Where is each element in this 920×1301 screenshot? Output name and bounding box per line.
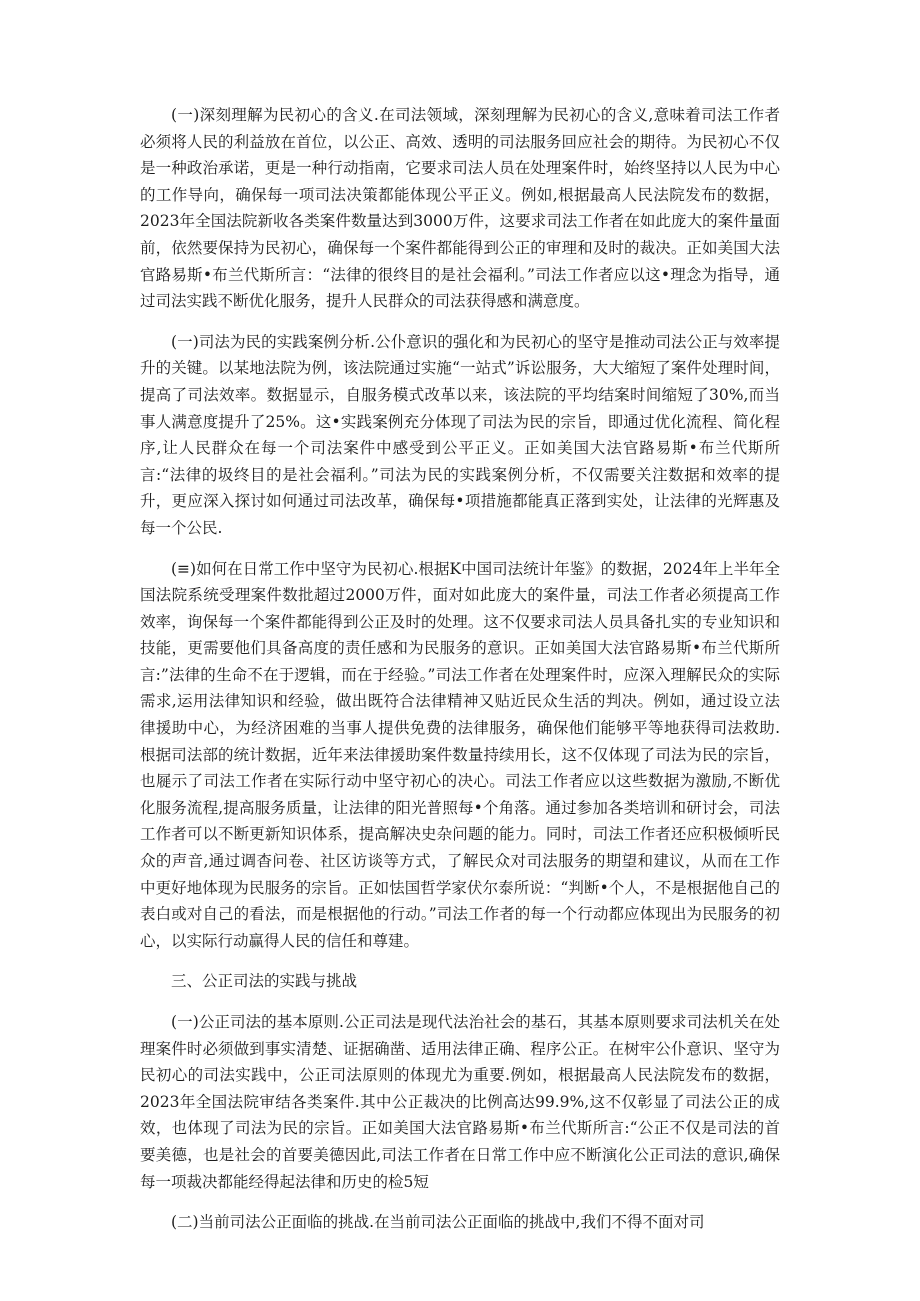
paragraph-daily-work: (≡)如何在日常工作中坚守为民初心.根据K中国司法统计年鉴》的数据，2024年上半年全国法院系统受理案件数批超过2000万件，面对如此庞大的案件量，司法工作者必须提高工作效率，询保每一个案件都能得到公正及时的处理。这不仅要求司法人员具备扎实的专业知识和技能，更需要他们具备高度的责任感和为民服务的意识。正如美国大法官路易斯•布兰代斯所言:”法律的生命不在于逻辑，而在于经验。”司法工作者在处理案件时，应深入理解民众的实际需求,运用法律知识和经验，做出既符合法律精神又贴近民众生活的判决。例如，通过设立法律援助中心，为经济困难的当事人提供免费的法律服务，确保他们能够平等地获得司法救助.根据司法部的统计数据，近年来法律援助案件数量持续用长，这不仅体现了司法为民的宗旨，也屣示了司法工作者在实际行动中坚守初心的决心。司法工作者应以这些数据为激励,不断优化服务流程,提高服务质量，让法律的阳光普照每•个角落。通过参加各类培训和研讨会，司法工作者可以不断更新知识体系，提高解决史杂问题的能力。同时，司法工作者还应积极倾听民众的声音,通过调杳问卷、社区访谈等方式，了解民众对司法服务的期望和建议，从而在工作中更好地体现为民服务的宗旨。正如怯国哲学家伏尔泰所说：“判断•个人，不是根据他自己的表白或对自己的看法，而是根据他的行动。”司法工作者的每一个行动都应体现出为民服务的初心，以实际行动赢得人民的信任和尊建。 [140,559,780,950]
section-heading: 三、公正司法的实践与挑战 [171,972,358,991]
paragraph-understanding-original-intent: (一)深刻理解为民初心的含义.在司法领域，深刻理解为民初心的含义,意味着司法工作者必须将人民的利益放在首位，以公正、高效、透明的司法服务回应社会的期待。为民初心不仅是一种政治承诺，更是一种行动指南，它要求司法人员在处理案件时，始终坚持以人民为中心的工作导向，确保每一项司法决策都能体现公平正义。例如,根据最高人民法院发布的数据，2023年全国法院新收各类案件数量达到3000万件，这要求司法工作者在如此庞大的案件量面前，依然要保持为民初心，确保每一个案件都能得到公正的审理和及时的裁决。正如美国大法官路易斯•布兰代斯所言：“法律的很终目的是社会福利。”司法工作者应以这•理念为指导，通过司法实践不断优化服务，提升人民群众的司法获得感和满意度。 [140,106,780,311]
document-body [140,102,780,1250]
paragraph-current-challenges: (二)当前司法公正面临的挑战.在当前司法公正面临的挑战中,我们不得不面对司 [171,1213,705,1232]
paragraph-basic-principles: (一)公正司法的基本原则.公正司法是现代法治社会的基石，其基本原则要求司法机关在处理案件时必须做到事实清楚、证据确凿、适用法律正确、程序公正。在树牢公仆意识、坚守为民初心的司法实践中，公正司法原则的体现尤为重要.例如，根据最高人民法院发布的数据，2023年全国法院审结各类案件.其中公正裁决的比例高达99.9%,这不仅彰显了司法公正的成效，也体现了司法为民的宗旨。正如美国大法官路易斯•布兰代斯所言:“公正不仅是司法的首要美德，也是社会的首要美德因此,司法工作者在日常工作中应不断演化公正司法的意识,确保每一项裁决都能经得起法律和历史的检5短 [140,1013,780,1191]
paragraph-practice-case-analysis: (一)司法为民的实践案例分析.公仆意识的强化和为民初心的坚守是推动司法公正与效率提升的关键。以某地法院为例，该法院通过实施“一站式”诉讼服务，大大缩短了案件处理时间，提高了司法效率。数据显示，自服务模式改革以来，该法院的平均结案时间缩短了30%,而当事人满意度提升了25%。这•实践案例充分体现了司法为民的宗旨，即通过优化流程、简化程序,让人民群众在每一个司法案件中感受到公平正义。正如美国大法官路易斯•布兰代斯所言:“法律的圾终目的是社会福利。”司法为民的实践案例分析，不仅需要关注数据和效率的提升，更应深入探讨如何通过司法改革，确保每•项措施都能真正落到实处，让法律的光辉惠及每一个公民. [140,332,780,537]
